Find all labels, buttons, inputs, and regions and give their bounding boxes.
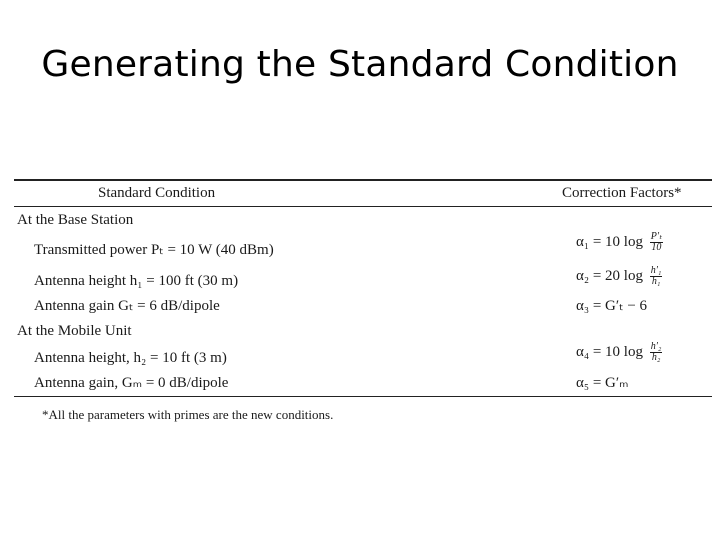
slide-title: Generating the Standard Condition [41, 44, 679, 85]
section-mobile-unit: At the Mobile Unit [17, 323, 132, 339]
table-bottom-rule [14, 396, 712, 397]
cf-alpha5: α₅ = G′ₘ [576, 375, 629, 391]
header-correction-factors: Correction Factors* [562, 185, 682, 201]
frac-denominator: h₂ [651, 352, 661, 363]
cf-alpha2 [576, 266, 662, 287]
frac-numerator: h′₂ [650, 341, 662, 352]
table-header-rule [14, 206, 712, 207]
cf-alpha1-fraction [650, 232, 663, 253]
cf-alpha4-text: α₄ = 10 log [576, 343, 643, 360]
cf-alpha3: α₃ = G′ₜ − 6 [576, 298, 648, 314]
row-transmitted-power: Transmitted power Pₜ = 10 W (40 dBm) [34, 242, 274, 258]
cf-alpha4-fraction [650, 342, 663, 363]
cf-alpha2-text: α₂ = 20 log [576, 267, 643, 284]
frac-numerator: P′ₜ [650, 231, 662, 242]
cf-alpha1 [576, 232, 663, 253]
cf-alpha1-text: α₁ = 10 log [576, 233, 643, 250]
table-top-rule [14, 179, 712, 181]
table-footnote: *All the parameters with primes are the new conditions. [42, 407, 334, 422]
row-antenna-height-base: Antenna height h₁ = 100 ft (30 m) [34, 273, 239, 289]
row-antenna-gain-mobile: Antenna gain, Gₘ = 0 dB/dipole [34, 375, 229, 391]
cf-alpha4 [576, 342, 662, 363]
section-base-station: At the Base Station [17, 212, 134, 228]
header-standard-condition: Standard Condition [98, 185, 216, 201]
frac-numerator: h′₁ [650, 265, 662, 276]
row-antenna-height-mobile: Antenna height, h₂ = 10 ft (3 m) [34, 350, 227, 366]
frac-denominator: 10 [651, 242, 662, 253]
cf-alpha2-fraction [650, 266, 663, 287]
frac-denominator: h₁ [651, 276, 661, 287]
row-antenna-gain-base: Antenna gain Gₜ = 6 dB/dipole [34, 298, 220, 314]
